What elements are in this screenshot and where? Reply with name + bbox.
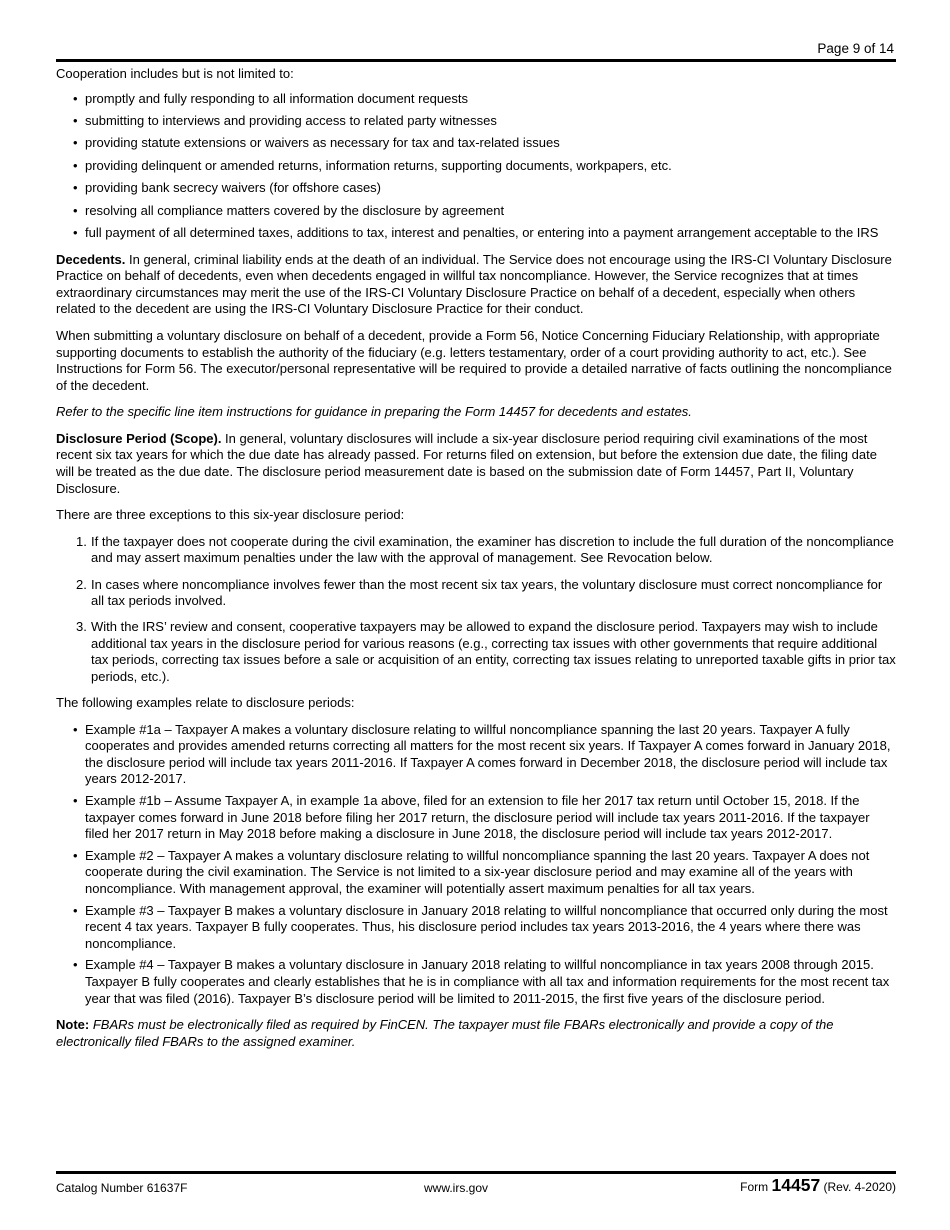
list-item: • submitting to interviews and providing access to related party witnesses [73, 112, 497, 128]
document-body [56, 66, 896, 1060]
cooperation-intro: Cooperation includes but is not limited to: [56, 66, 294, 81]
decedents-refer-note: Refer to the specific line item instructions for guidance in preparing the Form 14457 for decedents and estates. [56, 404, 692, 420]
exceptions-list [56, 534, 896, 686]
list-item: • Example #4 – Taxpayer B makes a voluntary disclosure in January 2018 relating to willful noncompliance in tax years 2008 through 2015. Taxpayer B fully cooperates and clearly establishes that he is in compliance with all tax and information requirements for the most recent tax year that was filed (2016). Taxpayer B’s disclosure period will be limited to 2011-2015, the first five years of the disclosure period. [73, 957, 890, 1006]
list-item: • Example #1b – Assume Taxpayer A, in example 1a above, filed for an extension to file her 2017 tax return until October 15, 2018. If the taxpayer comes forward in June 2018 before filing her 2017 return, the disclosure period will include tax years 2011-2016. If the taxpayer filed her 2017 return in May 2018 before making a disclosure in June 2018, the disclosure period will include tax years 2012-2017. [73, 793, 870, 842]
decedents-paragraph: Decedents. In general, criminal liability ends at the death of an individual. The Service does not encourage using the IRS-CI Voluntary Disclosure Practice on behalf of decedents, even when decedents engaged in willful tax noncompliance. However, the Service recognizes that at times extraordinary circumstances may merit the use of the IRS-CI Voluntary Disclosure Practice on behalf of a decedent, especially when others related to the decedent are using the IRS-CI Voluntary Disclosure Practice for their conduct. [56, 251, 892, 317]
list-item: • providing statute extensions or waivers as necessary for tax and tax-related issues [73, 135, 560, 151]
list-item: 2. In cases where noncompliance involves fewer than the most recent six tax years, the voluntary disclosure must correct noncompliance for all tax periods involved. [76, 576, 883, 609]
item-number: 3. [76, 619, 87, 635]
list-item: • providing delinquent or amended returns, information returns, supporting documents, workpapers, etc. [73, 157, 672, 173]
list-item: 1. If the taxpayer does not cooperate during the civil examination, the examiner has discretion to include the full duration of the noncompliance and may assert maximum penalties under the law with the approval of management. See Revocation below. [76, 533, 894, 566]
cooperation-list [56, 91, 896, 242]
bullet-icon: • [73, 902, 78, 918]
examples-intro: The following examples relate to disclosure periods: [56, 695, 355, 711]
page-number: Page 9 of 14 [817, 41, 894, 56]
bullet-icon: • [73, 847, 78, 863]
disclosure-period-heading: Disclosure Period (Scope). [56, 430, 222, 446]
decedents-submitting-paragraph: When submitting a voluntary disclosure on behalf of a decedent, provide a Form 56, Notice Concerning Fiduciary Relationship, with appropriate supporting documents to establish the authority of the fiduciary (e.g. letters testamentary, order of a court providing authority to act, etc.). See Instructions for Form 56. The executor/personal representative will be required to provide a detailed narrative of facts outlining the noncompliance of the decedent. [56, 327, 892, 393]
exceptions-intro: There are three exceptions to this six-year disclosure period: [56, 507, 405, 523]
bullet-icon: • [73, 957, 78, 973]
form-identifier: Form 14457 (Rev. 4-2020) [740, 1175, 896, 1195]
list-item: • full payment of all determined taxes, additions to tax, interest and penalties, or entering into a payment arrangement acceptable to the IRS [73, 224, 879, 240]
list-item: • providing bank secrecy waivers (for offshore cases) [73, 180, 381, 196]
bullet-icon: • [73, 112, 78, 128]
list-item: • Example #1a – Taxpayer A makes a voluntary disclosure relating to willful noncompliance spanning the last 20 years. Taxpayer A fully cooperates and provides amended returns correcting all matters for the most recent six years. If Taxpayer A comes forward in January 2018, the disclosure period will include tax years 2011-2016. If Taxpayer A comes forward in December 2018, the disclosure period will include tax years 2012-2017. [73, 721, 891, 787]
list-item: • resolving all compliance matters covered by the disclosure by agreement [73, 202, 505, 218]
list-item: • Example #2 – Taxpayer A makes a voluntary disclosure relating to willful noncompliance spanning the last 20 years. Taxpayer A does not cooperate during the civil examination. The Service is not limited to a six-year disclosure period and may examine all of the years with noncompliance. With management approval, the examiner will potentially assert maximum penalties for all tax years. [73, 847, 870, 897]
bullet-icon: • [73, 224, 78, 240]
bullet-icon: • [73, 721, 78, 737]
item-number: 2. [76, 576, 87, 592]
bullet-icon: • [73, 180, 78, 196]
fbar-note: Note: FBARs must be electronically filed as required by FinCEN. The taxpayer must file FBARs electronically and provide a copy of the electronically filed FBARs to the assigned examiner. [56, 1017, 834, 1049]
decedents-heading: Decedents. [56, 251, 126, 267]
page-footer [56, 1177, 896, 1199]
item-number: 1. [76, 533, 87, 549]
list-item: • Example #3 – Taxpayer B makes a voluntary disclosure in January 2018 relating to willful noncompliance that occurred only during the most recent 4 tax years. Taxpayer B fully cooperates. Thus, his disclosure period includes tax years 2013-2016, the 4 years where there was noncompliance. [73, 902, 888, 951]
bullet-icon: • [73, 90, 78, 106]
footer-rule [56, 1171, 896, 1174]
note-label: Note: [56, 1017, 90, 1033]
bullet-icon: • [73, 793, 78, 809]
examples-list [56, 722, 896, 1008]
header-rule [56, 59, 896, 62]
website-link[interactable]: www.irs.gov [423, 1181, 488, 1195]
list-item: • promptly and fully responding to all information document requests [73, 90, 468, 106]
bullet-icon: • [73, 157, 78, 173]
list-item: 3. With the IRS’ review and consent, cooperative taxpayers may be allowed to expand the disclosure period. Taxpayers may wish to include additional tax years in the disclosure period for various reasons (e.g., correcting tax issues with other governments that require additional tax periods, correcting tax issues before a sale or acquisition of an entity, correcting tax issues relating to unreported taxable gifts in prior tax periods, etc.). [76, 619, 896, 684]
disclosure-period-paragraph: Disclosure Period (Scope). In general, voluntary disclosures will include a six-year disclosure period requiring civil examinations of the most recent six tax years for which the due date has already passed. For returns filed on extension, but before the extension due date, the filing date will be treated as the due date. The disclosure period measurement date is based on the submission date of Form 14457, Part II, Voluntary Disclosure. [56, 430, 877, 496]
bullet-icon: • [73, 202, 78, 218]
catalog-number: Catalog Number 61637F [56, 1181, 188, 1195]
bullet-icon: • [73, 135, 78, 151]
